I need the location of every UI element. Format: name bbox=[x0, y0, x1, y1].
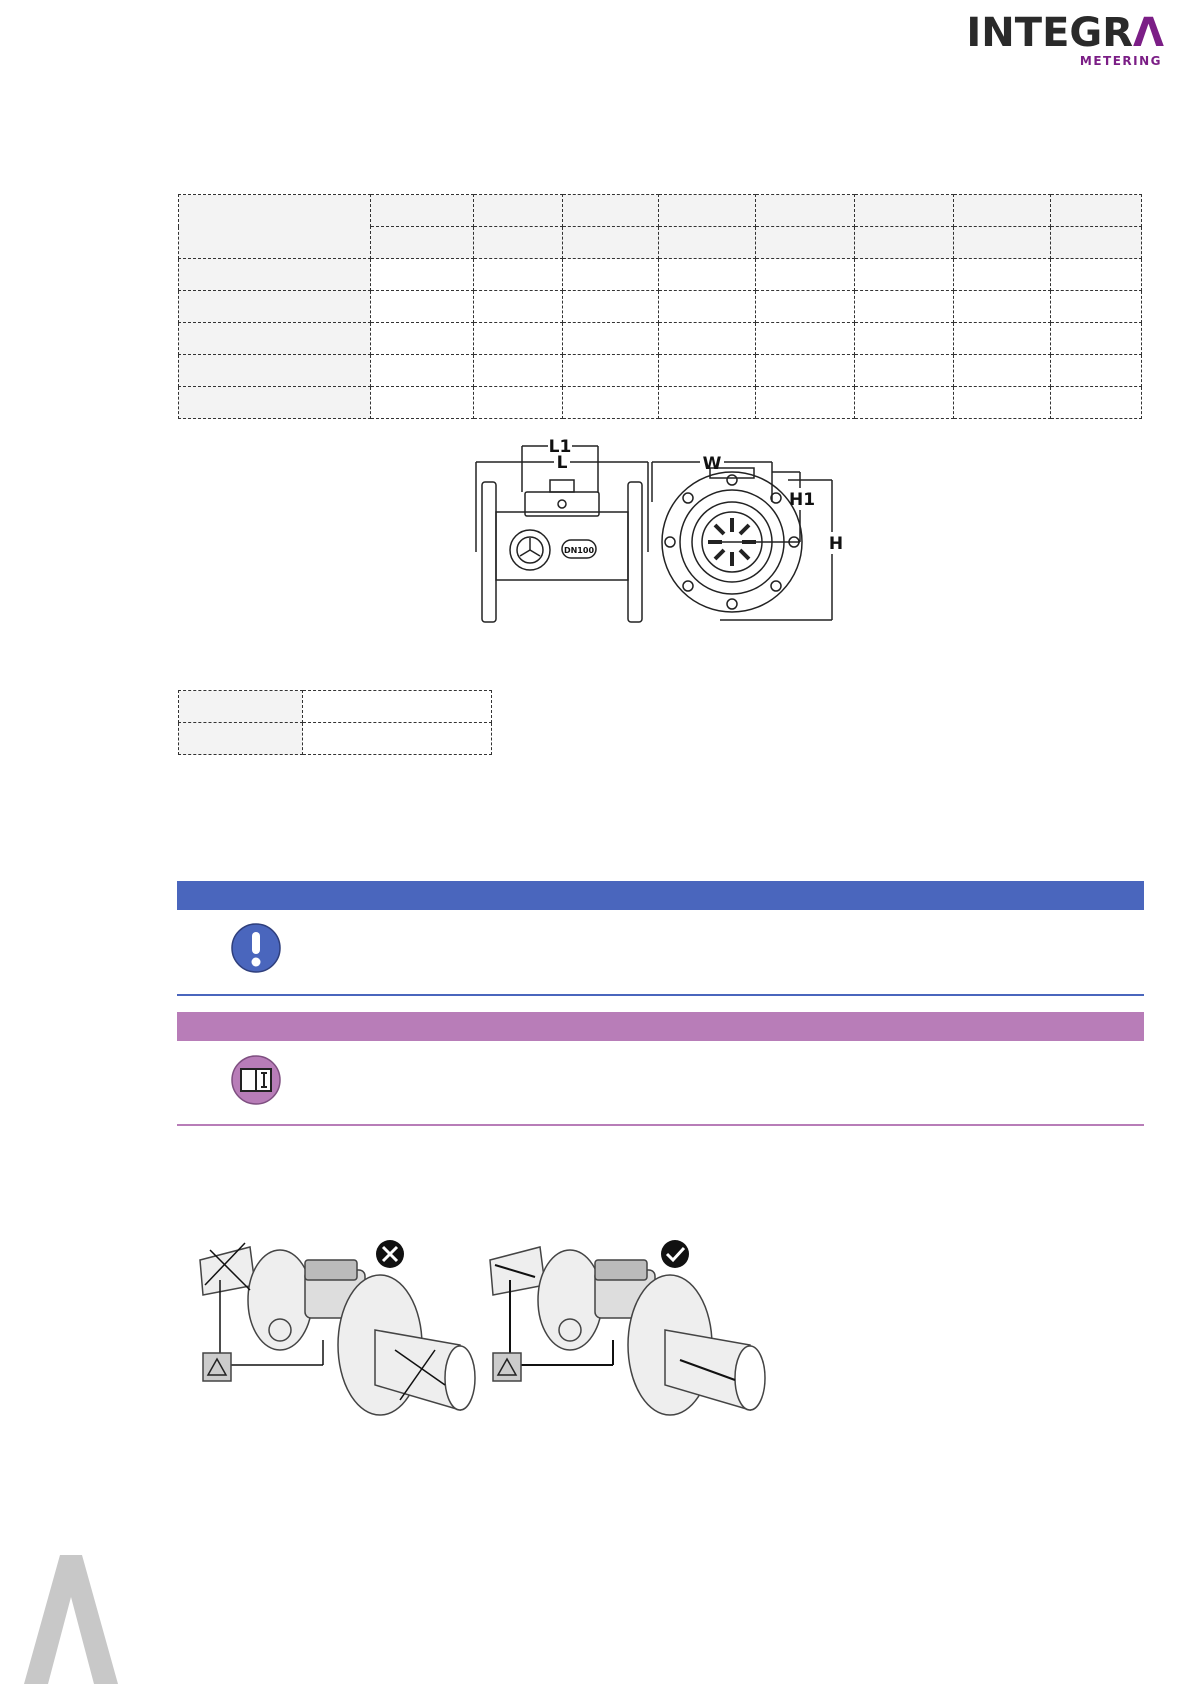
important-notice-underline bbox=[177, 994, 1144, 996]
label-l1: L1 bbox=[548, 437, 572, 457]
logo-accent: Λ bbox=[1133, 10, 1164, 56]
manual-notice-underline bbox=[177, 1124, 1144, 1126]
label-w: W bbox=[702, 454, 722, 474]
label-l: L bbox=[556, 453, 568, 473]
table-row bbox=[179, 291, 1142, 323]
manual-notice-bar bbox=[177, 1012, 1144, 1041]
specification-table bbox=[178, 194, 1142, 419]
brand-logo bbox=[966, 10, 1164, 72]
installation-wrong-illustration bbox=[195, 1235, 485, 1425]
table-row bbox=[179, 259, 1142, 291]
installation-correct-illustration bbox=[485, 1235, 775, 1425]
table-row bbox=[179, 691, 492, 723]
table-row bbox=[179, 323, 1142, 355]
label-h1: H1 bbox=[788, 490, 816, 510]
label-h: H bbox=[828, 534, 844, 554]
small-table bbox=[178, 690, 492, 755]
exclamation-icon bbox=[230, 922, 282, 974]
important-notice-bar bbox=[177, 881, 1144, 910]
table-row bbox=[179, 387, 1142, 419]
table-row bbox=[179, 355, 1142, 387]
dimension-diagram bbox=[470, 432, 850, 627]
check-circle-icon bbox=[661, 1240, 689, 1268]
cross-circle-icon bbox=[376, 1240, 404, 1268]
logo-subtitle: METERING bbox=[1079, 54, 1162, 68]
footer-lambda-mark bbox=[20, 1555, 120, 1684]
logo-wordmark: INTEGR bbox=[966, 10, 1134, 56]
dn-marking: DN100 bbox=[563, 546, 595, 555]
table-header-row bbox=[179, 195, 1142, 227]
table-row bbox=[179, 723, 492, 755]
table-corner-cell bbox=[179, 195, 371, 259]
book-icon bbox=[230, 1054, 282, 1106]
